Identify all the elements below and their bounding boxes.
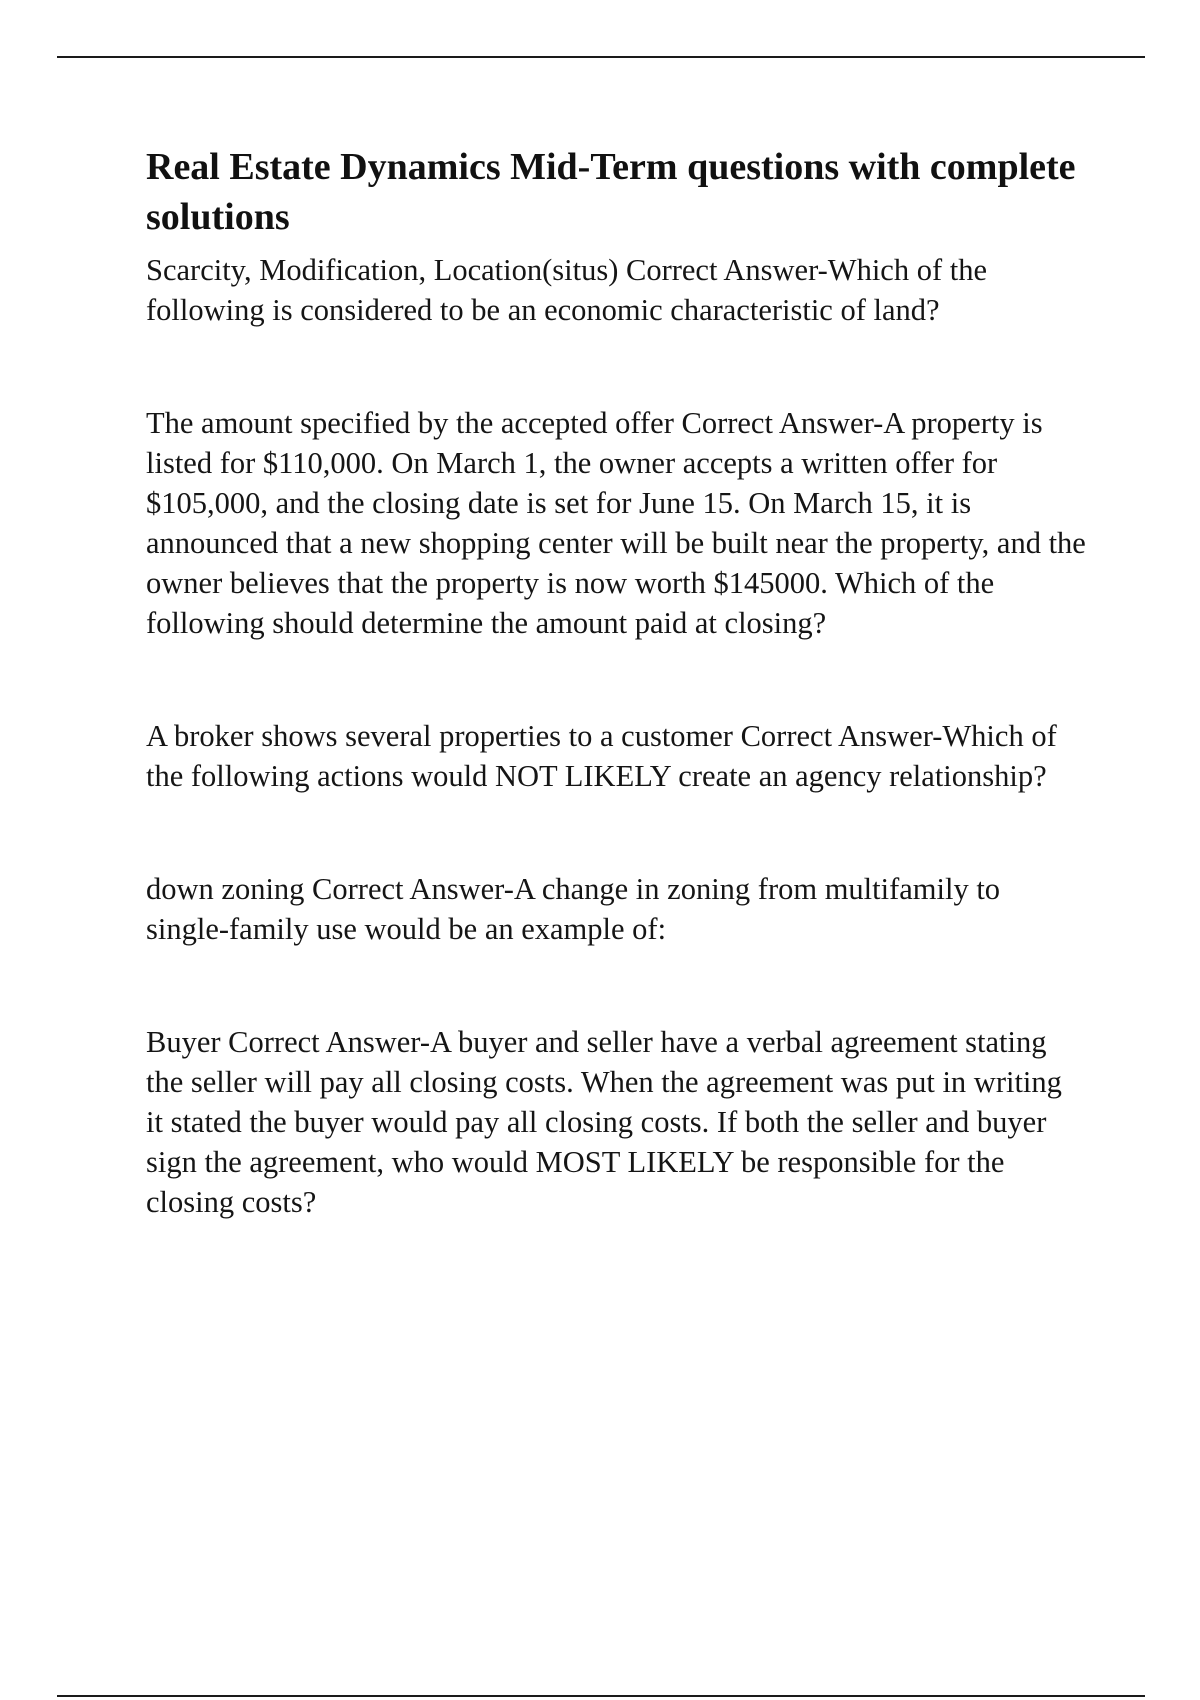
bottom-divider — [57, 1695, 1145, 1697]
qa-entry-4: down zoning Correct Answer-A change in zoning from multifamily to single-family use would be an example of: — [146, 872, 1001, 946]
document-body — [146, 142, 1086, 1222]
top-divider — [57, 56, 1145, 58]
qa-entry-2: The amount specified by the accepted offer Correct Answer-A property is listed for $110,000. On March 1, the owner accepts a written offer for $105,000, and the closing date is set for June 15. On March 15, it is announced that a new shopping center will be built near the property, and the owner believes that the property is now worth $145000. Which of the following should determine the amount paid at closing? — [146, 406, 1086, 640]
qa-entry-5: Buyer Correct Answer-A buyer and seller have a verbal agreement stating the seller will pay all closing costs. When the agreement was put in writing it stated the buyer would pay all closing costs. If both the seller and buyer sign the agreement, who would MOST LIKELY be responsible for the closing costs? — [146, 1025, 1062, 1219]
qa-entry-3: A broker shows several properties to a customer Correct Answer-Which of the following actions would NOT LIKELY create an agency relationship? — [146, 719, 1057, 793]
document-title: Real Estate Dynamics Mid-Term questions with complete solutions — [146, 146, 1076, 238]
qa-entry-1: Scarcity, Modification, Location(situs) Correct Answer-Which of the following is considered to be an economic characteristic of land? — [146, 253, 987, 327]
